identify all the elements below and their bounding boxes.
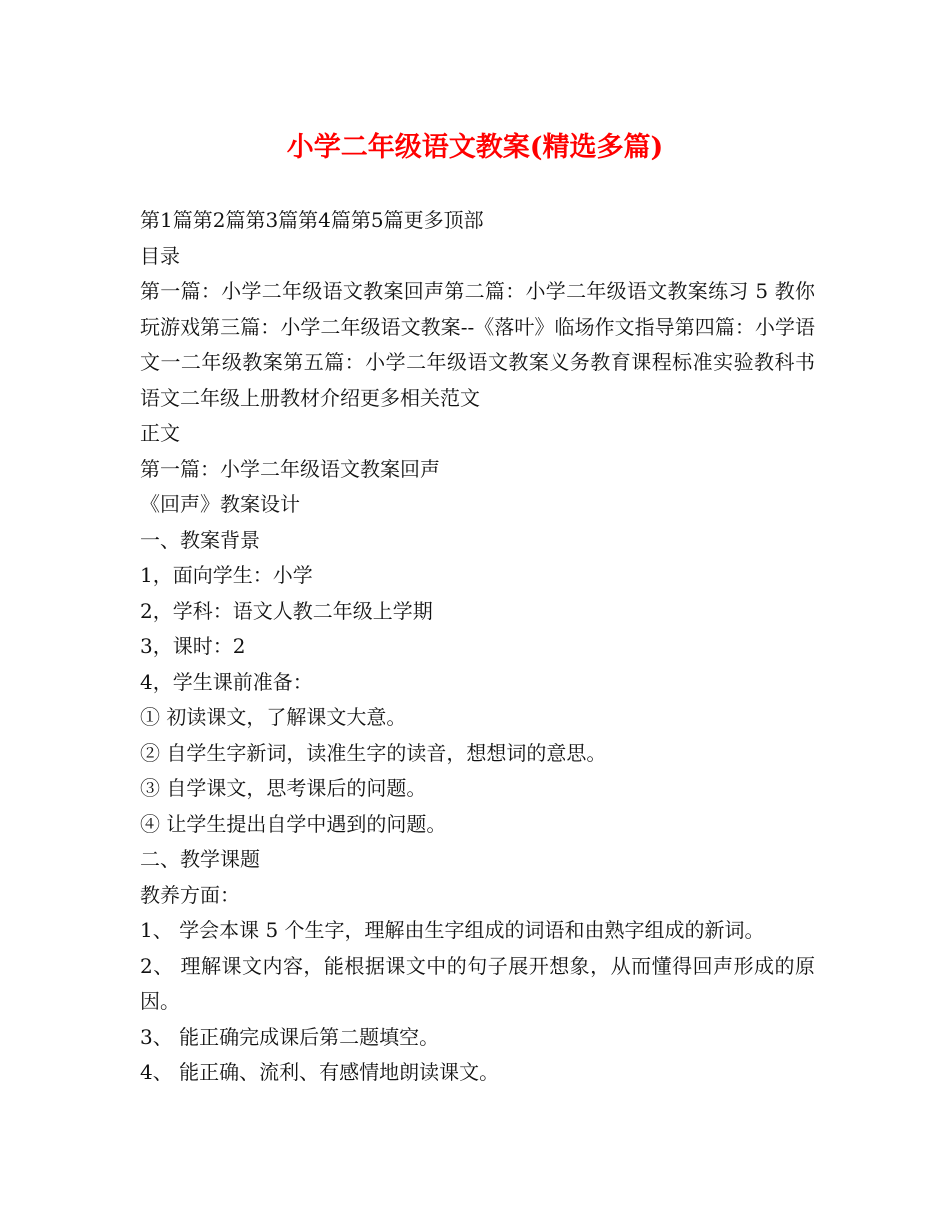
goal-item: 2、 理解课文内容，能根据课文中的句子展开想象，从而懂得回声形成的原因。 <box>140 953 815 1013</box>
background-item: 3，课时：2 <box>140 634 246 658</box>
goal-item: 4、 能正确、流利、有感情地朗读课文。 <box>140 1060 500 1084</box>
prep-item: ① 初读课文，了解课文大意。 <box>140 705 407 729</box>
background-item: 2，学科：语文人教二年级上学期 <box>140 598 433 623</box>
goal-item: 1、 学会本课 5 个生字，理解由生字组成的词语和由熟字组成的新词。 <box>140 918 765 942</box>
section-heading-background: 一、教案背景 <box>140 527 260 552</box>
section-heading-topic: 二、教学课题 <box>140 847 260 871</box>
toc-text: 第一篇：小学二年级语文教案回声第二篇：小学二年级语文教案练习 5 教你玩游戏第三篇：小学二年级语文教案--《落叶》临场作文指导第四篇：小学语文一二年级教案第五篇：小学二年级语文教案义务教育课程标准实验教科书语文二年级上册教材介绍更多相关范文 <box>140 279 815 410</box>
goal-item: 3、 能正确完成课后第二题填空。 <box>140 1024 440 1049</box>
background-item: 4，学生课前准备： <box>140 669 313 694</box>
document-title: 小学二年级语文教案(精选多篇) <box>286 132 664 163</box>
prep-item: ④ 让学生提出自学中遇到的问题。 <box>140 811 447 836</box>
document-body <box>140 203 815 1091</box>
prep-item: ③ 自学课文，思考课后的问题。 <box>140 776 427 800</box>
background-item: 1，面向学生：小学 <box>140 563 313 587</box>
subsection-heading: 教养方面： <box>140 882 240 907</box>
body-heading: 正文 <box>140 421 180 445</box>
toc-heading: 目录 <box>140 243 180 268</box>
design-title: 《回声》教案设计 <box>140 492 300 516</box>
prep-item: ② 自学生字新词，读准生字的读音，想想词的意思。 <box>140 740 607 765</box>
article-title: 第一篇：小学二年级语文教案回声 <box>140 456 440 481</box>
section-nav-links[interactable]: 第1篇第2篇第3篇第4篇第5篇更多顶部 <box>140 208 484 232</box>
